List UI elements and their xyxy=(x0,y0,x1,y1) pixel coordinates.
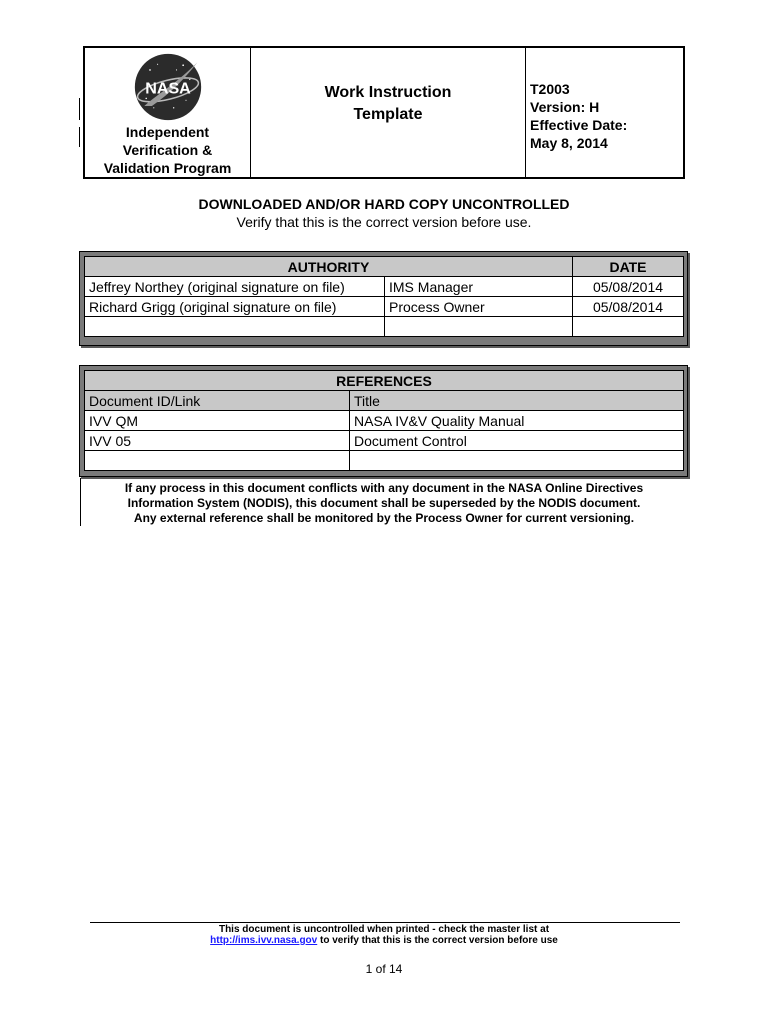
verify-note: Verify that this is the correct version before use. xyxy=(236,214,532,230)
references-column-row xyxy=(85,391,684,411)
margin-mark xyxy=(79,98,80,120)
signatory-name xyxy=(85,317,385,337)
reference-id: IVV QM xyxy=(85,411,350,431)
table-row xyxy=(85,451,684,471)
footer-divider xyxy=(90,922,680,923)
authority-table xyxy=(84,256,684,337)
document-id: T2003 xyxy=(530,81,570,97)
signature-date: 05/08/2014 xyxy=(573,297,684,317)
references-table xyxy=(84,370,684,471)
uncontrolled-heading: DOWNLOADED AND/OR HARD COPY UNCONTROLLED xyxy=(198,196,570,212)
signature-date: 05/08/2014 xyxy=(573,277,684,297)
nodis-notice xyxy=(100,481,668,526)
margin-mark xyxy=(79,127,80,147)
references-header: REFERENCES xyxy=(85,371,684,391)
reference-title xyxy=(350,451,684,471)
signatory-name: Richard Grigg (original signature on file) xyxy=(85,297,385,317)
document-version: Version: H xyxy=(530,99,600,115)
authority-table-frame xyxy=(79,251,688,346)
reference-title: NASA IV&V Quality Manual xyxy=(350,411,684,431)
document-header xyxy=(83,46,685,179)
authority-header-row xyxy=(85,257,684,277)
table-row xyxy=(85,277,684,297)
effective-date: May 8, 2014 xyxy=(530,135,608,151)
table-row xyxy=(85,411,684,431)
signatory-name: Jeffrey Northey (original signature on file) xyxy=(85,277,385,297)
table-row xyxy=(85,317,684,337)
reference-title: Document Control xyxy=(350,431,684,451)
title-column-header: Title xyxy=(350,391,684,411)
authority-header: AUTHORITY xyxy=(85,257,573,277)
date-header: DATE xyxy=(573,257,684,277)
header-title-cell xyxy=(251,48,526,177)
header-meta-cell xyxy=(526,48,683,177)
page-number: 1 of 14 xyxy=(365,962,403,976)
document-title: Work Instruction Template xyxy=(324,83,452,123)
reference-id: IVV 05 xyxy=(85,431,350,451)
table-row xyxy=(85,431,684,451)
document-id-column-header: Document ID/Link xyxy=(85,391,350,411)
footer-verify-line xyxy=(0,935,768,946)
nodis-notice-line: If any process in this document conflicts with any document in the NASA Online Directives xyxy=(124,481,644,495)
header-program-cell xyxy=(85,48,251,177)
footer-notice: This document is uncontrolled when printed - check the master list at xyxy=(218,924,550,935)
effective-date-label: Effective Date: xyxy=(530,117,628,133)
nasa-logo-icon xyxy=(129,51,207,123)
signatory-role: IMS Manager xyxy=(385,277,573,297)
program-name: Independent Verification & Validation Program xyxy=(103,124,232,176)
references-table-frame xyxy=(79,365,688,477)
signatory-role: Process Owner xyxy=(385,297,573,317)
references-header-row xyxy=(85,371,684,391)
nasa-logo-text: NASA xyxy=(144,79,191,98)
signature-date xyxy=(573,317,684,337)
reference-id xyxy=(85,451,350,471)
ims-link[interactable]: http://ims.ivv.nasa.gov xyxy=(210,935,318,946)
footer-verify-text: to verify that this is the correct version before use xyxy=(317,935,558,946)
signatory-role xyxy=(385,317,573,337)
nodis-notice-line: Information System (NODIS), this document shall be superseded by the NODIS document. xyxy=(127,496,641,510)
nodis-notice-line: Any external reference shall be monitored by the Process Owner for current versioning. xyxy=(133,511,635,525)
table-row xyxy=(85,297,684,317)
